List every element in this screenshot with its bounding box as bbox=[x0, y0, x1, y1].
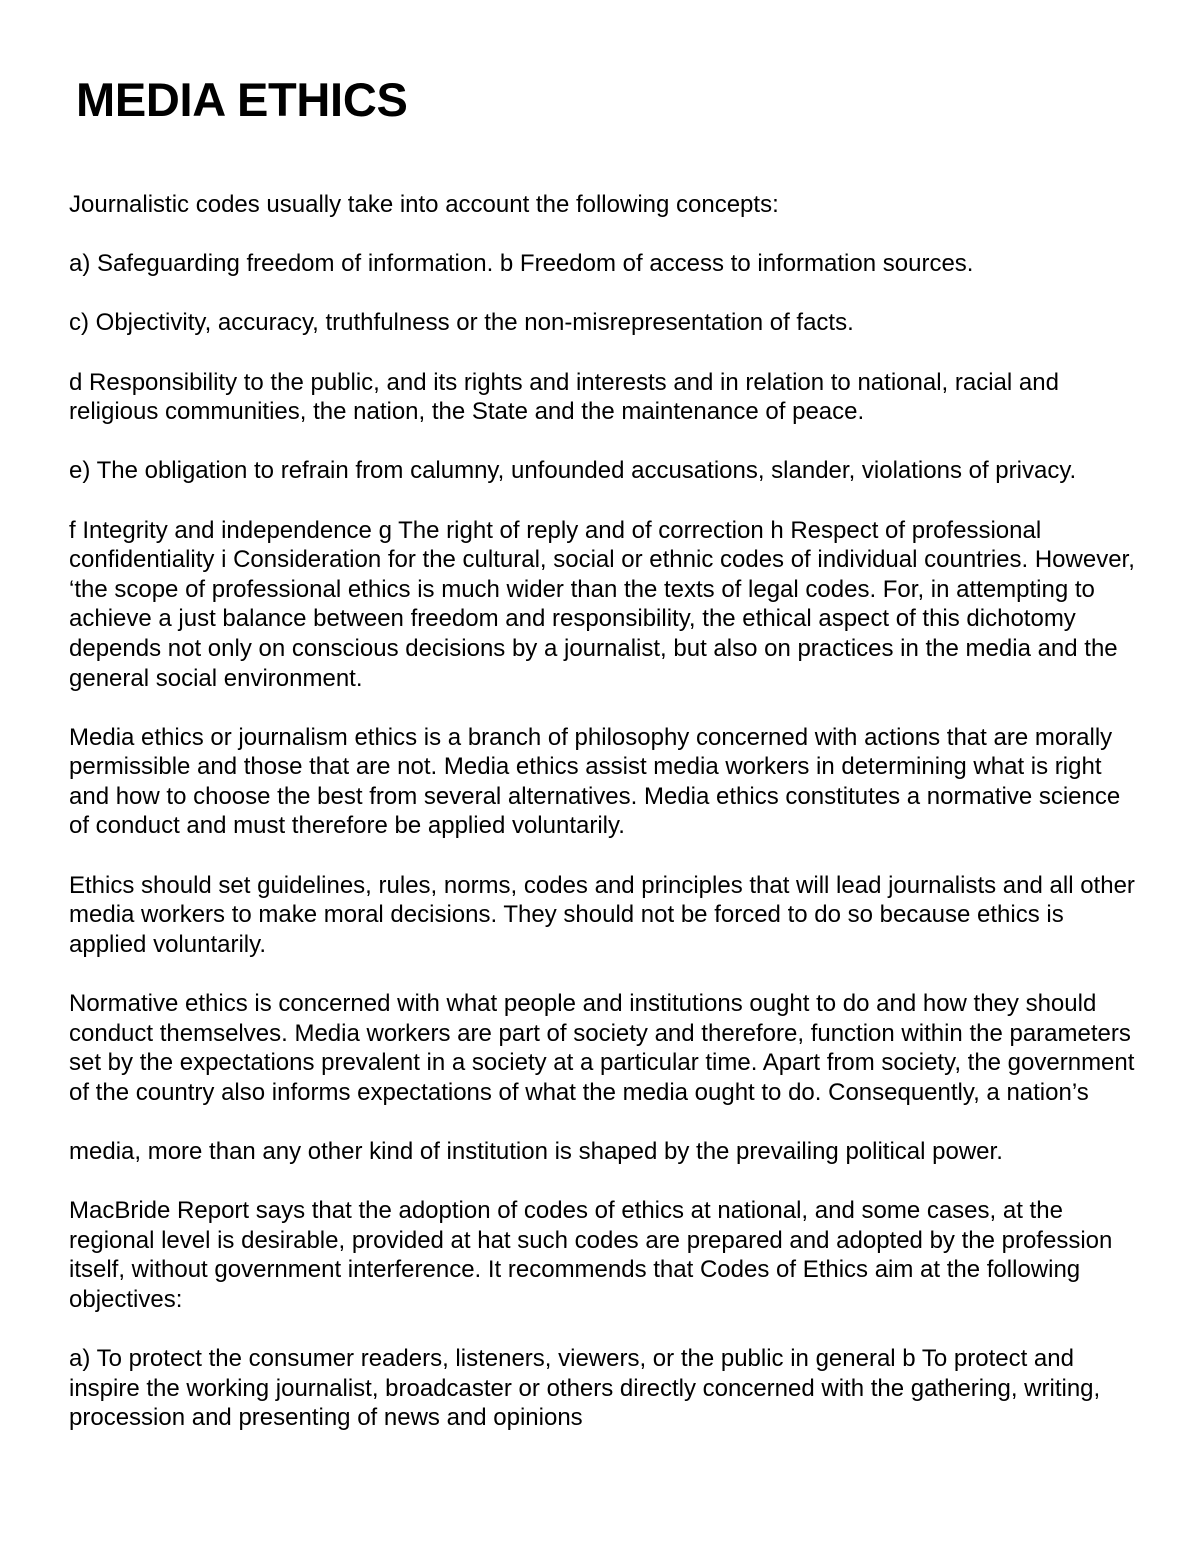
paragraph-macbride-report: MacBride Report says that the adoption of codes of ethics at national, and some cases, at the regional level is desirable, provided at hat such codes are prepared and adopted by the profession itself, without government interference. It recommends that Codes of Ethics aim at the following objectives: bbox=[69, 1197, 1113, 1313]
paragraph-political-power: media, more than any other kind of institution is shaped by the prevailing political power. bbox=[69, 1138, 1003, 1165]
paragraph-item-c: c) Objectivity, accuracy, truthfulness or the non-misrepresentation of facts. bbox=[69, 309, 854, 337]
paragraph-item-d: d Responsibility to the public, and its rights and interests and in relation to national, racial and religious communities, the nation, the State and the maintenance of peace. bbox=[69, 368, 1059, 426]
document-body bbox=[69, 190, 1139, 1433]
paragraph-media-ethics-definition: Media ethics or journalism ethics is a branch of philosophy concerned with actions that are morally permissible and those that are not. Media ethics assist media workers in determining what is right and how to choose the best from several alternatives. Media ethics constitutes a normative science of conduct and must therefore be applied voluntarily. bbox=[69, 723, 1121, 840]
paragraph-normative-ethics: Normative ethics is concerned with what people and institutions ought to do and how they should conduct themselves. Media workers are part of society and therefore, function within the parameters set by the expectations prevalent in a society at a particular time. Apart from society, the government of the country also informs expectations of what the media ought to do. Consequently, a nation’s bbox=[69, 990, 1135, 1106]
paragraph-item-a-b: a) Safeguarding freedom of information. b Freedom of access to information sources. bbox=[69, 250, 974, 278]
paragraph-intro: Journalistic codes usually take into account the following concepts: bbox=[69, 191, 779, 218]
paragraph-item-f-i: f Integrity and independence g The right of reply and of correction h Respect of professional confidentiality i Consideration for the cultural, social or ethnic codes of individual countries. However, ‘the scope of professional ethics is much wider than the texts of legal codes. For, in attempting to achieve a just balance between freedom and responsibility, the ethical aspect of this dichotomy depends not only on conscious decisions by a journalist, but also on practices in the media and the general social environment. bbox=[69, 516, 1135, 692]
document-title: MEDIA ETHICS bbox=[76, 73, 408, 126]
paragraph-objectives: a) To protect the consumer readers, listeners, viewers, or the public in general b To protect and inspire the working journalist, broadcaster or others directly concerned with the gathering, writing, procession and presenting of news and opinions bbox=[69, 1345, 1101, 1432]
paragraph-ethics-guidelines: Ethics should set guidelines, rules, norms, codes and principles that will lead journalists and all other media workers to make moral decisions. They should not be forced to do so because ethics is applied voluntarily. bbox=[69, 871, 1135, 958]
paragraph-item-e: e) The obligation to refrain from calumny, unfounded accusations, slander, violations of privacy. bbox=[69, 457, 1077, 485]
